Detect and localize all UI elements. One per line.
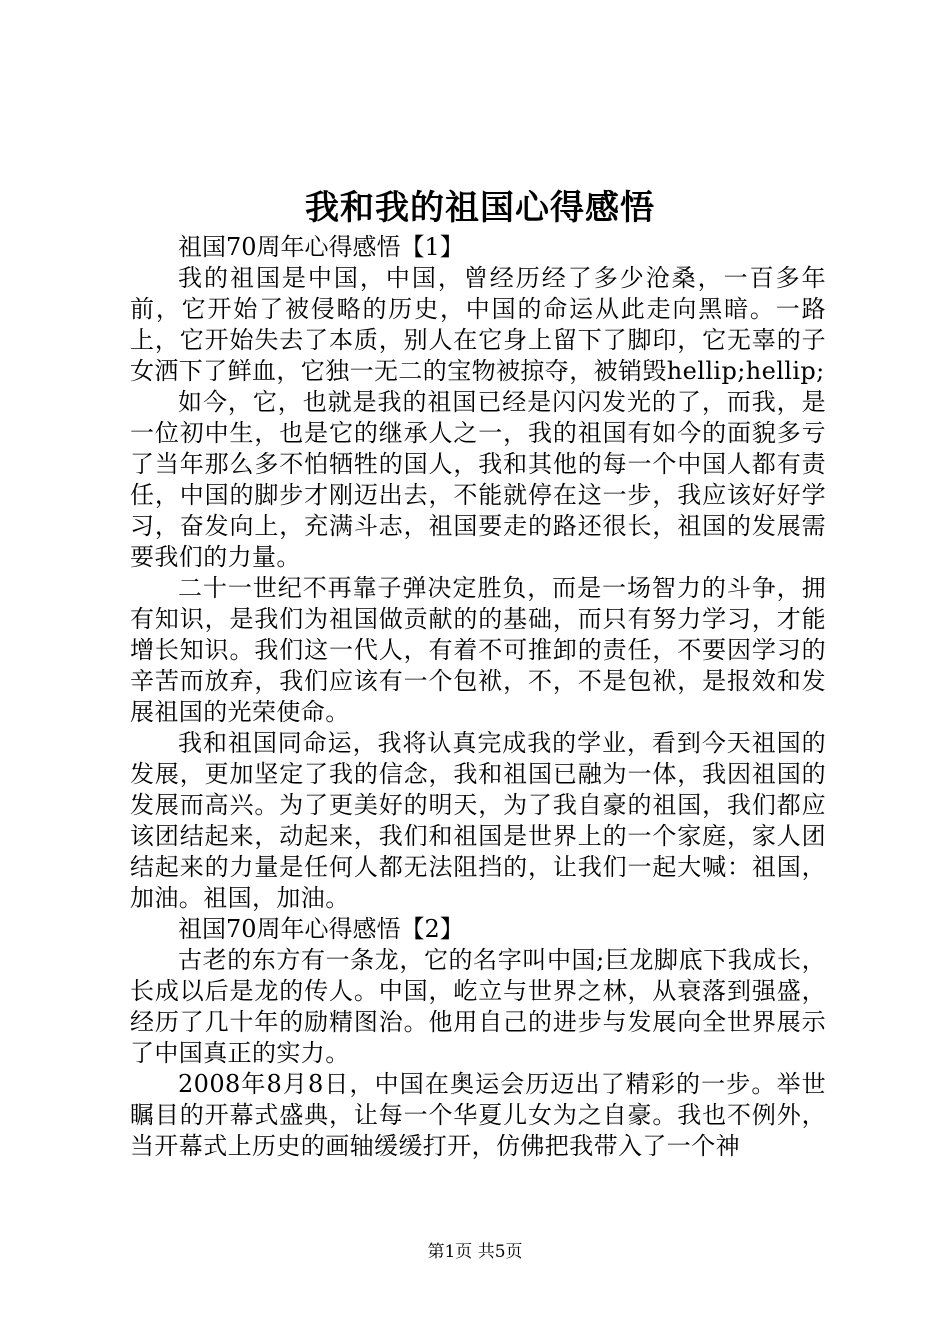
paragraph-4: 我和祖国同命运，我将认真完成我的学业，看到今天祖国的发展，更加坚定了我的信念，我和祖国已融为一体，我因祖国的发展而高兴。为了更美好的明天，为了我自豪的祖国，我们都应该团结起来，动起来，我们和祖国是世界上的一个家庭，家人团结起来的力量是任何人都无法阻挡的，让我们一起大喊：祖国，加油。祖国，加油。 [130,729,826,912]
section-heading-1: 祖国70周年心得感悟【1】 [178,233,464,261]
document-body [130,232,826,1162]
section-heading-2: 祖国70周年心得感悟【2】 [178,915,464,943]
page-footer: 第1页 共5页 [427,1242,523,1262]
paragraph-3: 二十一世纪不再靠子弹决定胜负，而是一场智力的斗争，拥有知识，是我们为祖国做贡献的的基础，而只有努力学习，才能增长知识。我们这一代人，有着不可推卸的责任，不要因学习的辛苦而放弃，我们应该有一个包袱，不，不是包袱，是报效和发展祖国的光荣使命。 [130,574,826,726]
paragraph-5: 古老的东方有一条龙，它的名字叫中国;巨龙脚底下我成长，长成以后是龙的传人。中国，屹立与世界之林，从衰落到强盛，经历了几十年的励精图治。他用自己的进步与发展向全世界展示了中国真正的实力。 [130,946,826,1067]
document-title: 我和我的祖国心得感悟 [305,188,655,228]
paragraph-2: 如今，它，也就是我的祖国已经是闪闪发光的了，而我，是一位初中生，也是它的继承人之一，我的祖国有如今的面貌多亏了当年那么多不怕牺牲的国人，我和其他的每一个中国人都有责任，中国的脚步才刚迈出去，不能就停在这一步，我应该好好学习，奋发向上，充满斗志，祖国要走的路还很长，祖国的发展需要我们的力量。 [130,388,826,571]
paragraph-1: 我的祖国是中国，中国，曾经历经了多少沧桑，一百多年前，它开始了被侵略的历史，中国的命运从此走向黑暗。一路上，它开始失去了本质，别人在它身上留下了脚印，它无辜的子女洒下了鲜血，它独一无二的宝物被掠夺，被销毁hellip;hellip; [130,264,826,385]
paragraph-6: 2008年8月8日，中国在奥运会历迈出了精彩的一步。举世瞩目的开幕式盛典，让每一个华夏儿女为之自豪。我也不例外，当开幕式上历史的画轴缓缓打开，仿佛把我带入了一个神 [130,1070,826,1160]
